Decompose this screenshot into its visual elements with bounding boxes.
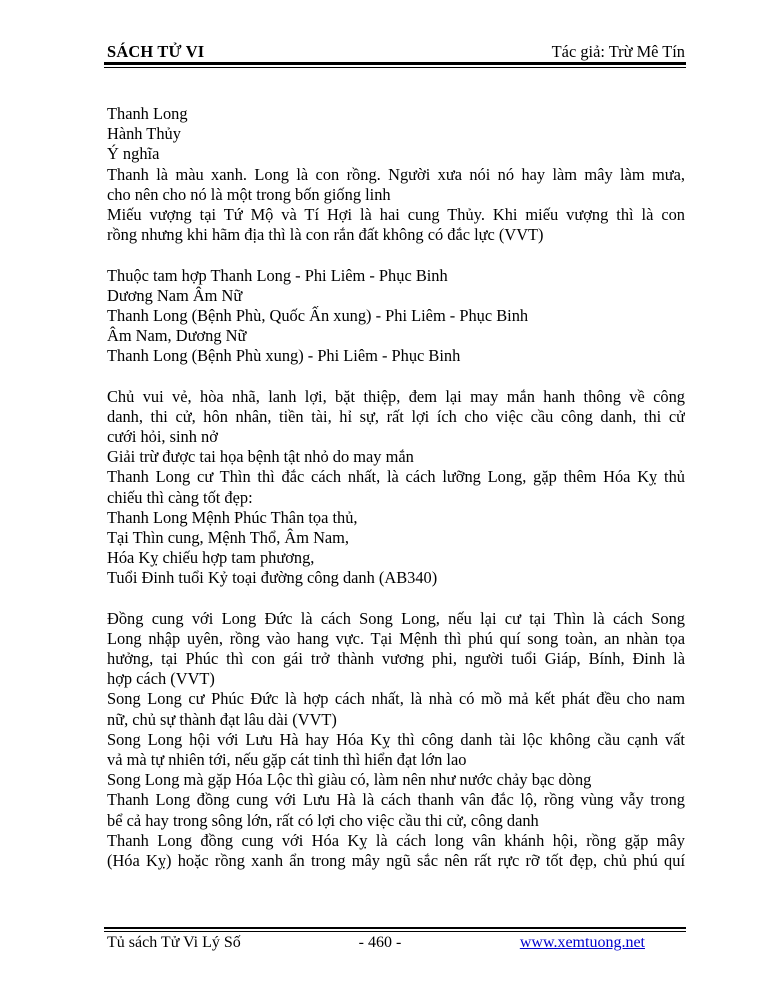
text-line: Hành Thủy	[107, 124, 181, 144]
paragraph-block	[107, 266, 685, 367]
text-line: Thanh Long Mệnh Phúc Thân tọa thủ,	[107, 507, 358, 527]
paragraph-block	[107, 387, 685, 589]
footer-link[interactable]: www.xemtuong.net	[519, 934, 645, 951]
page-header	[107, 42, 685, 62]
header-book-title: SÁCH TỬ VI	[107, 42, 205, 61]
text-line: hưởng, tại Phúc thì con gái trở thành vương phi, người tuổi Giáp, Bính, Đinh là	[107, 649, 685, 669]
text-line: danh, thi cử, hôn nhân, tiền tài, hỉ sự, rất lợi ích cho việc cầu công danh, thi cử	[107, 406, 685, 426]
paragraph-block	[107, 609, 685, 871]
text-line: Đồng cung với Long Đức là cách Song Long, nếu lại cư tại Thìn là cách Song	[107, 608, 685, 628]
text-line: Dương Nam Âm Nữ	[107, 285, 243, 305]
text-line: cho nên cho nó là một trong bốn giống linh	[107, 184, 391, 204]
text-line: Miếu vượng tại Tứ Mộ và Tí Hợi là hai cung Thủy. Khi miếu vượng thì là con	[107, 204, 685, 224]
text-line: Giải trừ được tai họa bệnh tật nhỏ do may mắn	[107, 447, 414, 467]
text-line: Long nhập uyên, rồng vào hang vực. Tại Mệnh thì phú quí song toàn, an nhàn tọa	[107, 628, 685, 648]
text-line: (Hóa Kỵ) hoặc rồng xanh ẩn trong mây ngũ sắc nên rất rực rỡ tốt đẹp, chủ phú quí	[107, 850, 685, 870]
text-line: Song Long mà gặp Hóa Lộc thì giàu có, làm nên như nước chảy bạc dòng	[107, 770, 592, 790]
text-line: Song Long cư Phúc Đức là hợp cách nhất, là nhà có mồ mả kết phát đều cho nam	[107, 689, 685, 709]
text-line: Thanh Long (Bệnh Phù, Quốc Ấn xung) - Phi Liêm - Phục Binh	[107, 305, 529, 325]
text-line: nữ, chủ sự thành đạt lâu dài (VVT)	[107, 709, 337, 729]
text-line: Thanh là màu xanh. Long là con rồng. Người xưa nói nó hay làm mây làm mưa,	[107, 164, 685, 184]
text-line: Hóa Kỵ chiếu hợp tam phương,	[107, 548, 315, 568]
page-footer	[0, 933, 765, 955]
text-line: Tại Thìn cung, Mệnh Thổ, Âm Nam,	[107, 527, 350, 547]
text-line: bể cả hay trong sông lớn, rất có lợi cho việc cầu thi cử, công danh	[107, 810, 539, 830]
text-line: Song Long hội với Lưu Hà hay Hóa Kỵ thì công danh tài lộc không cầu cạnh vất	[107, 729, 685, 749]
text-line: cưới hỏi, sinh nở	[107, 427, 218, 446]
document-body	[107, 104, 685, 871]
text-line: hợp cách (VVT)	[107, 669, 215, 689]
footer-series-title: Tủ sách Tử Vi Lý Số	[107, 934, 241, 951]
text-line: Thanh Long đồng cung với Hóa Kỵ là cách long vân khánh hội, rồng gặp mây	[107, 830, 685, 850]
text-line: Ý nghĩa	[107, 144, 160, 164]
text-line: Chủ vui vẻ, hòa nhã, lanh lợi, bặt thiệp, đem lại may mắn hanh thông về công	[107, 386, 685, 406]
footer-page-number: - 460 -	[358, 934, 402, 951]
text-line: Thanh Long đồng cung với Lưu Hà là cách thanh vân đắc lộ, rồng vùng vẫy trong	[107, 790, 685, 810]
header-rule	[104, 62, 686, 68]
text-line: chiếu thì càng tốt đẹp:	[107, 487, 253, 507]
paragraph-block	[107, 104, 685, 245]
text-line: Thanh Long (Bệnh Phù xung) - Phi Liêm - Phục Binh	[107, 346, 461, 366]
header-author: Tác giả: Trừ Mê Tín	[551, 42, 685, 61]
text-line: Thanh Long cư Thìn thì đắc cách nhất, là cách lưỡng Long, gặp thêm Hóa Kỵ thủ	[107, 467, 685, 487]
footer-rule	[104, 927, 686, 932]
text-line: Thanh Long	[107, 104, 188, 123]
text-line: rồng nhưng khi hãm địa thì là con rắn đất không có đắc lực (VVT)	[107, 225, 544, 245]
text-line: Tuổi Đinh tuổi Kỷ toại đường công danh (AB340)	[107, 568, 438, 588]
text-line: vả mà tự nhiên tới, nếu gặp cát tinh thì hiển đạt lớn lao	[107, 750, 467, 769]
text-line: Thuộc tam hợp Thanh Long - Phi Liêm - Phục Binh	[107, 265, 448, 285]
text-line: Âm Nam, Dương Nữ	[107, 326, 247, 346]
